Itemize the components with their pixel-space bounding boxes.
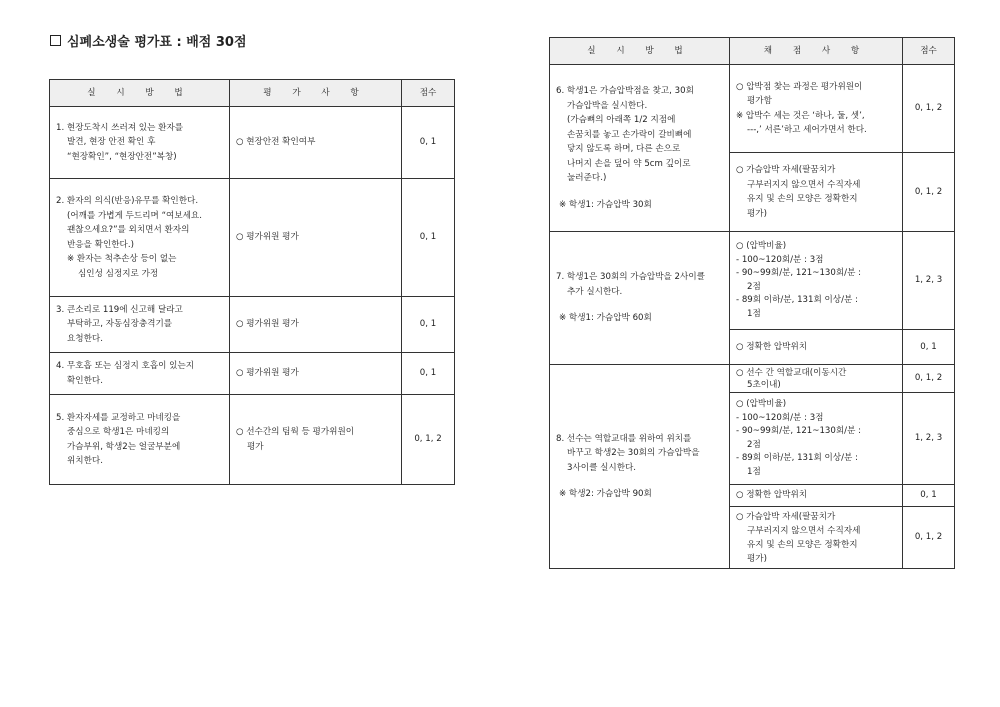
method-line: 1. 현장도착시 쓰러져 있는 환자를 bbox=[56, 122, 184, 133]
eval-cell bbox=[730, 153, 903, 232]
eval-cell bbox=[230, 353, 402, 395]
method-line: 나머지 손을 덮어 약 5cm 깊이로 bbox=[567, 158, 691, 169]
method-note: ※ 학생2: 가슴압박 90회 bbox=[559, 489, 652, 499]
eval-line: - 100~120회/분 : 3점 bbox=[736, 254, 824, 265]
method-line: 6. 학생1은 가슴압박점을 찾고, 30회 bbox=[556, 86, 694, 96]
header-method: 실 시 방 법 bbox=[50, 80, 230, 107]
header-method: 실 시 방 법 bbox=[550, 38, 730, 65]
header-eval: 평 가 사 항 bbox=[230, 80, 402, 107]
method-line: 7. 학생1은 30회의 가슴압박을 2사이클 bbox=[556, 272, 705, 283]
eval-line: ○ 압박점 찾는 과정은 평가위원이 bbox=[736, 81, 863, 92]
eval-cell bbox=[730, 330, 903, 365]
left-header-row bbox=[50, 80, 455, 107]
eval-line: 구부러지지 않으면서 수직자세 bbox=[747, 525, 861, 536]
method-line: 2. 환자의 의식(반응)유무를 확인한다. bbox=[56, 196, 199, 206]
eval-line: ○ (압박비율) bbox=[736, 241, 787, 251]
left-row-2 bbox=[50, 179, 455, 297]
eval-cell bbox=[230, 179, 402, 297]
method-line: 추가 실시한다. bbox=[567, 286, 623, 297]
eval-line: ○ 가슴압박 자세(팔꿈치가 bbox=[736, 511, 836, 522]
method-line: 확인한다. bbox=[67, 375, 103, 386]
method-note: ※ 학생1: 가슴압박 60회 bbox=[559, 313, 652, 324]
eval-line: ○ 현장안전 확인여부 bbox=[236, 137, 316, 148]
method-line: 심인성 심정지로 가정 bbox=[78, 268, 159, 279]
left-row-5 bbox=[50, 395, 455, 485]
method-line: 닿지 않도록 하며, 다른 손으로 bbox=[567, 144, 681, 154]
page-title bbox=[50, 31, 247, 50]
eval-line: ○ 평가위원 평가 bbox=[236, 232, 299, 243]
method-line: 중심으로 학생1은 마네킹의 bbox=[67, 427, 170, 437]
method-line: 손꿈치를 놓고 손가락이 갈비뼈에 bbox=[567, 129, 692, 140]
eval-line: 평가함 bbox=[747, 96, 772, 106]
method-cell bbox=[50, 297, 230, 353]
method-cell bbox=[550, 232, 730, 365]
method-line: 발견, 현장 안전 확인 후 bbox=[67, 137, 156, 148]
method-cell bbox=[50, 353, 230, 395]
eval-line: ○ 평가위원 평가 bbox=[236, 319, 299, 330]
eval-cell bbox=[230, 107, 402, 179]
right-row-8a bbox=[550, 365, 955, 393]
header-score: 점수 bbox=[402, 80, 455, 107]
eval-line: 평가 bbox=[247, 441, 264, 452]
eval-cell bbox=[730, 365, 903, 393]
method-line: 5. 환자자세를 교정하고 마네킹을 bbox=[56, 412, 181, 423]
eval-line: 평가) bbox=[747, 553, 767, 564]
eval-cell bbox=[730, 393, 903, 485]
right-row-6a bbox=[550, 65, 955, 153]
score-cell: 0, 1 bbox=[903, 485, 955, 507]
eval-line: ○ 가슴압박 자세(팔꿈치가 bbox=[736, 165, 836, 175]
score-cell: 0, 1 bbox=[402, 179, 455, 297]
score-cell: 1, 2, 3 bbox=[903, 232, 955, 330]
eval-cell bbox=[230, 395, 402, 485]
eval-line: ○ 정확한 압박위치 bbox=[736, 341, 808, 352]
method-line: (가슴뼈의 아래쪽 1/2 지점에 bbox=[567, 115, 676, 125]
method-line: 8. 선수는 역할교대를 위하여 위치를 bbox=[556, 433, 692, 444]
eval-line: - 90~99회/분, 121~130회/분 : bbox=[736, 268, 861, 278]
left-evaluation-table bbox=[49, 79, 455, 485]
score-cell: 0, 1 bbox=[402, 353, 455, 395]
header-eval: 채 점 사 항 bbox=[730, 38, 903, 65]
method-cell bbox=[50, 179, 230, 297]
method-line: 가슴부위, 학생2는 얼굴부분에 bbox=[67, 441, 181, 452]
eval-line: ○ 정확한 압박위치 bbox=[736, 490, 808, 501]
eval-line: 5초이내) bbox=[747, 379, 781, 390]
eval-cell bbox=[730, 65, 903, 153]
method-line: 요청한다. bbox=[67, 333, 103, 344]
score-cell: 0, 1 bbox=[402, 297, 455, 353]
checkbox-square-icon bbox=[50, 35, 61, 46]
score-cell: 0, 1 bbox=[903, 330, 955, 365]
eval-line: ※ 압박수 세는 것은 ‘하나, 둘, 셋’, bbox=[736, 110, 865, 121]
method-line: 반응을 확인한다.) bbox=[67, 239, 134, 250]
method-line: 바꾸고 학생2는 30회의 가슴압박을 bbox=[567, 448, 700, 458]
method-line: 3사이클 실시한다. bbox=[567, 462, 637, 473]
eval-line: - 90~99회/분, 121~130회/분 : bbox=[736, 426, 861, 436]
method-line: 4. 무호흡 또는 심정지 호흡이 있는지 bbox=[56, 361, 195, 371]
eval-line: 유지 및 손의 모양은 정확한지 bbox=[747, 194, 858, 204]
score-cell: 0, 1, 2 bbox=[402, 395, 455, 485]
score-cell: 0, 1, 2 bbox=[903, 365, 955, 393]
method-line: 부탁하고, 자동심장충격기를 bbox=[67, 319, 173, 330]
method-cell bbox=[550, 65, 730, 232]
eval-line: 1점 bbox=[747, 308, 761, 319]
method-line: 눌러준다.) bbox=[567, 173, 607, 183]
eval-line: 2점 bbox=[747, 439, 761, 450]
eval-line: 2점 bbox=[747, 281, 761, 292]
eval-line: - 89회 이하/분, 131회 이상/분 : bbox=[736, 453, 858, 463]
eval-line: 평가) bbox=[747, 208, 767, 219]
method-note: ※ 학생1: 가슴압박 30회 bbox=[559, 199, 652, 210]
eval-line: 구부러지지 않으면서 수직자세 bbox=[747, 179, 861, 190]
eval-line: 1점 bbox=[747, 466, 761, 477]
eval-line: - 89회 이하/분, 131회 이상/분 : bbox=[736, 295, 858, 305]
method-cell bbox=[50, 107, 230, 179]
score-cell: 0, 1, 2 bbox=[903, 65, 955, 153]
eval-line: ○ (압박비율) bbox=[736, 399, 787, 409]
method-line: ※ 환자는 척추손상 등이 없는 bbox=[67, 254, 177, 264]
eval-line: ---,’ 서른’하고 세어가면서 한다. bbox=[747, 125, 867, 135]
left-row-3 bbox=[50, 297, 455, 353]
score-cell: 0, 1, 2 bbox=[903, 153, 955, 232]
score-cell: 1, 2, 3 bbox=[903, 393, 955, 485]
method-line: 괜찮으세요?”를 외치면서 환자의 bbox=[67, 225, 190, 235]
method-cell bbox=[50, 395, 230, 485]
method-line: (어깨를 가볍게 두드리며 “여보세요. bbox=[67, 210, 202, 221]
page-title-text: 심폐소생술 평가표 : 배점 30점 bbox=[67, 35, 247, 50]
eval-line: ○ 선수 간 역할교대(이동시간 bbox=[736, 367, 847, 378]
eval-line: ○ 선수간의 팀웍 등 평가위원이 bbox=[236, 427, 355, 437]
eval-line: 유지 및 손의 모양은 정확한지 bbox=[747, 539, 858, 550]
method-line: 가슴압박을 실시한다. bbox=[567, 100, 648, 111]
header-score: 점수 bbox=[903, 38, 955, 65]
eval-line: - 100~120회/분 : 3점 bbox=[736, 412, 824, 423]
right-header-row bbox=[550, 38, 955, 65]
left-row-1 bbox=[50, 107, 455, 179]
left-row-4 bbox=[50, 353, 455, 395]
method-line: 위치한다. bbox=[67, 456, 103, 466]
score-cell: 0, 1 bbox=[402, 107, 455, 179]
method-line: “현장확인”, “현장안전”복창) bbox=[67, 151, 177, 162]
eval-cell bbox=[230, 297, 402, 353]
method-cell bbox=[550, 365, 730, 569]
score-cell: 0, 1, 2 bbox=[903, 507, 955, 569]
eval-line: ○ 평가위원 평가 bbox=[236, 368, 299, 379]
right-row-7a bbox=[550, 232, 955, 330]
eval-cell bbox=[730, 485, 903, 507]
eval-cell bbox=[730, 232, 903, 330]
eval-cell bbox=[730, 507, 903, 569]
method-line: 3. 큰소리로 119에 신고해 달라고 bbox=[56, 304, 183, 315]
right-evaluation-table bbox=[549, 37, 955, 569]
